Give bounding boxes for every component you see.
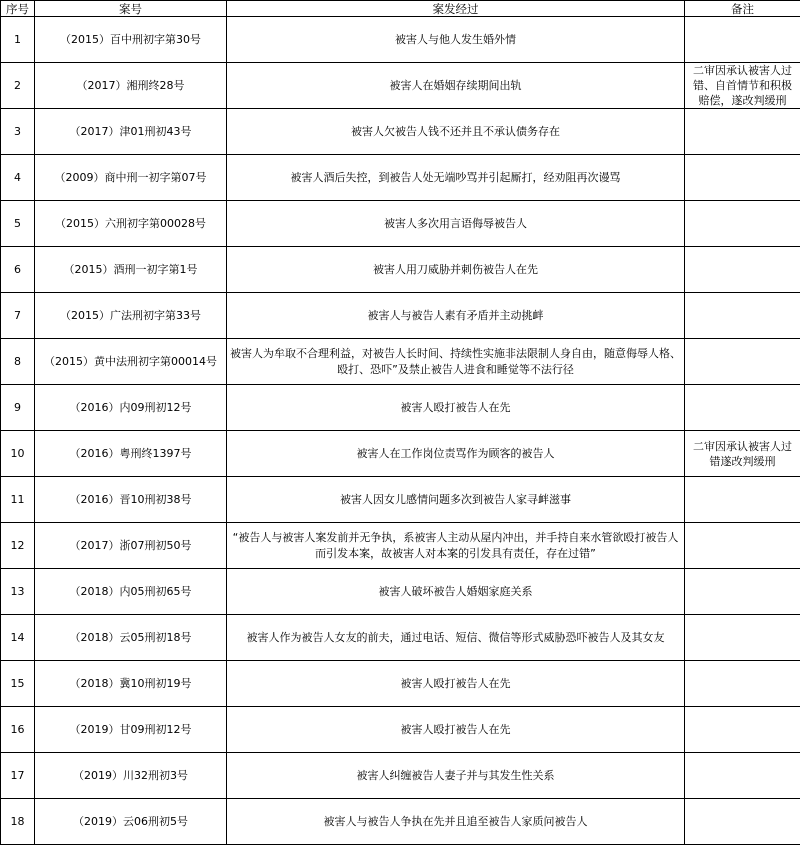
serial-cell: 13 [1,569,35,615]
remarks-cell [685,799,800,845]
remarks-cell [685,339,800,385]
header-row [1,1,800,17]
table-row [1,615,800,661]
incident-cell: 被害人欠被告人钱不还并且不承认债务存在 [227,109,685,155]
incident-cell: 被害人殴打被告人在先 [227,707,685,753]
table-row [1,477,800,523]
remarks-cell [685,293,800,339]
incident-cell: 被害人酒后失控，到被告人处无端吵骂并引起厮打，经劝阻再次谩骂 [227,155,685,201]
remarks-cell [685,661,800,707]
serial-cell: 1 [1,17,35,63]
serial-cell: 4 [1,155,35,201]
case-number-cell: （2015）酒刑一初字第1号 [35,247,227,293]
serial-cell: 16 [1,707,35,753]
serial-cell: 8 [1,339,35,385]
serial-cell: 9 [1,385,35,431]
case-number-cell: （2017）浙07刑初50号 [35,523,227,569]
incident-cell: 被害人为牟取不合理利益，对被告人长时间、持续性实施非法限制人身自由，随意侮辱人格、殴打、恐吓”及禁止被告人进食和睡觉等不法行径 [227,339,685,385]
case-number-cell: （2015）广法刑初字第33号 [35,293,227,339]
case-number-cell: （2016）晋10刑初38号 [35,477,227,523]
table-row [1,523,800,569]
table-row [1,799,800,845]
table-row [1,247,800,293]
case-number-cell: （2019）甘09刑初12号 [35,707,227,753]
header-incident: 案发经过 [227,1,685,17]
incident-cell: 被害人殴打被告人在先 [227,385,685,431]
table-row [1,753,800,799]
table-row [1,385,800,431]
serial-cell: 17 [1,753,35,799]
serial-cell: 5 [1,201,35,247]
serial-cell: 10 [1,431,35,477]
remarks-cell [685,569,800,615]
remarks-cell: 二审因承认被害人过错、自首情节和积极赔偿，遂改判缓刑 [685,63,800,109]
incident-cell: 被害人与被告人争执在先并且追至被告人家质问被告人 [227,799,685,845]
case-number-cell: （2015）黄中法刑初字第00014号 [35,339,227,385]
case-number-cell: （2019）云06刑初5号 [35,799,227,845]
incident-cell: 被害人多次用言语侮辱被告人 [227,201,685,247]
table-row [1,707,800,753]
table-row [1,339,800,385]
remarks-cell [685,247,800,293]
incident-cell: 被害人与他人发生婚外情 [227,17,685,63]
case-number-cell: （2015）六刑初字第00028号 [35,201,227,247]
serial-cell: 11 [1,477,35,523]
incident-cell: 被害人作为被告人女友的前夫，通过电话、短信、微信等形式威胁恐吓被告人及其女友 [227,615,685,661]
table-row [1,155,800,201]
table-row [1,17,800,63]
incident-cell: 被害人用刀威胁并刺伤被告人在先 [227,247,685,293]
remarks-cell: 二审因承认被害人过错遂改判缓刑 [685,431,800,477]
case-number-cell: （2018）冀10刑初19号 [35,661,227,707]
remarks-cell [685,109,800,155]
remarks-cell [685,523,800,569]
header-serial: 序号 [1,1,35,17]
serial-cell: 14 [1,615,35,661]
table-row [1,293,800,339]
table-row [1,109,800,155]
remarks-cell [685,201,800,247]
remarks-cell [685,385,800,431]
incident-cell: 被害人在婚姻存续期间出轨 [227,63,685,109]
case-number-cell: （2015）百中刑初字第30号 [35,17,227,63]
remarks-cell [685,17,800,63]
serial-cell: 18 [1,799,35,845]
serial-cell: 6 [1,247,35,293]
case-number-cell: （2016）粤刑终1397号 [35,431,227,477]
table-row [1,661,800,707]
serial-cell: 3 [1,109,35,155]
serial-cell: 12 [1,523,35,569]
table-row [1,431,800,477]
table-row [1,569,800,615]
remarks-cell [685,707,800,753]
serial-cell: 15 [1,661,35,707]
table-body [1,17,800,845]
incident-cell: 被害人与被告人素有矛盾并主动挑衅 [227,293,685,339]
incident-cell: 被害人在工作岗位责骂作为顾客的被告人 [227,431,685,477]
table-row [1,201,800,247]
serial-cell: 7 [1,293,35,339]
case-number-cell: （2017）津01刑初43号 [35,109,227,155]
case-number-cell: （2018）内05刑初65号 [35,569,227,615]
case-number-cell: （2019）川32刑初3号 [35,753,227,799]
remarks-cell [685,615,800,661]
header-case-number: 案号 [35,1,227,17]
incident-cell: 被害人殴打被告人在先 [227,661,685,707]
case-number-cell: （2009）商中刑一初字第07号 [35,155,227,201]
header-remarks: 备注 [685,1,800,17]
case-number-cell: （2018）云05刑初18号 [35,615,227,661]
serial-cell: 2 [1,63,35,109]
incident-cell: 被害人破坏被告人婚姻家庭关系 [227,569,685,615]
incident-cell: 被害人纠缠被告人妻子并与其发生性关系 [227,753,685,799]
remarks-cell [685,155,800,201]
remarks-cell [685,753,800,799]
incident-cell: 被害人因女儿感情问题多次到被告人家寻衅滋事 [227,477,685,523]
table-row [1,63,800,109]
case-number-cell: （2016）内09刑初12号 [35,385,227,431]
incident-cell: “被告人与被害人案发前并无争执，系被害人主动从屋内冲出，并手持自来水管欲殴打被告人而引发本案，故被害人对本案的引发具有责任，存在过错” [227,523,685,569]
remarks-cell [685,477,800,523]
case-number-cell: （2017）湘刑终28号 [35,63,227,109]
